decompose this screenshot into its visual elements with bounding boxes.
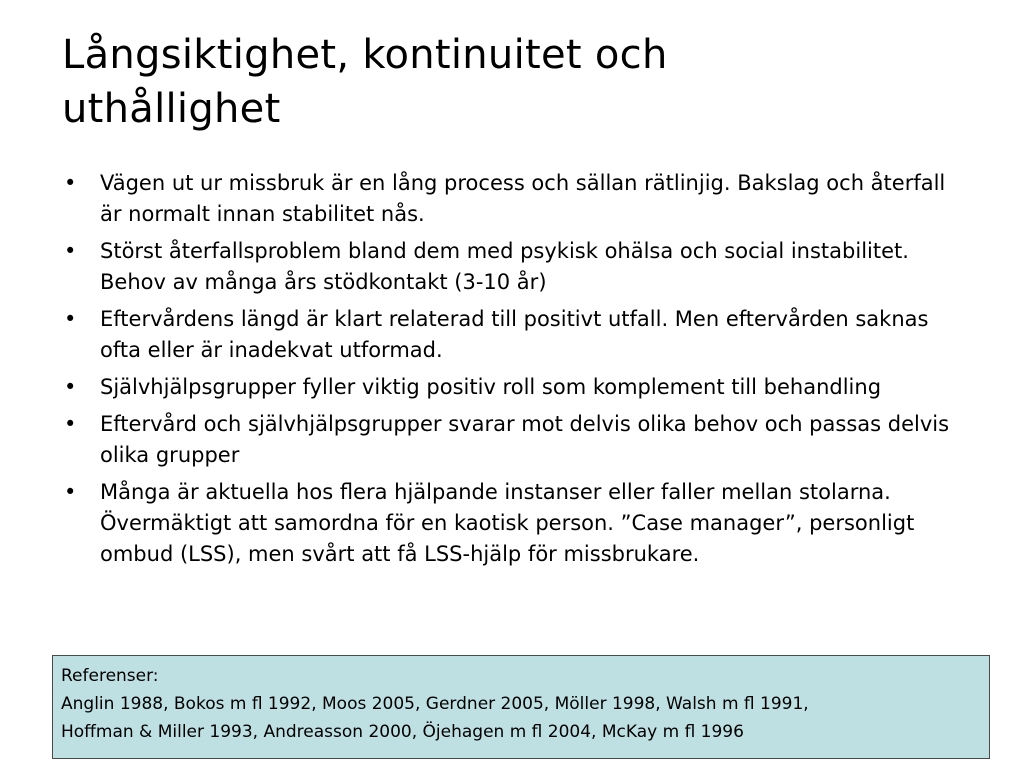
slide-title-line-1: Långsiktighet, kontinuitet och (62, 32, 668, 78)
bullet-item (62, 236, 962, 298)
bullet-item (62, 168, 962, 230)
references-box (52, 655, 990, 759)
bullet-icon: • (64, 412, 77, 436)
bullet-list (62, 168, 962, 576)
bullet-text: Störst återfallsproblem bland dem med psykisk ohälsa och social instabilitet. Behov av många års stödkontakt (3-10 år) (100, 239, 909, 294)
bullet-text: Eftervårdens längd är klart relaterad till positivt utfall. Men eftervården saknas ofta eller är inadekvat utformad. (100, 307, 929, 362)
bullet-icon: • (64, 375, 77, 399)
bullet-item (62, 372, 962, 403)
references-line-2: Hoffman & Miller 1993, Andreasson 2000, Öjehagen m fl 2004, McKay m fl 1996 (61, 722, 744, 742)
bullet-icon: • (64, 480, 77, 504)
references-heading: Referenser: (61, 666, 159, 686)
bullet-icon: • (64, 239, 77, 263)
slide-title-line-2: uthållighet (62, 86, 281, 132)
bullet-item (62, 304, 962, 366)
bullet-text: Många är aktuella hos flera hjälpande instanser eller faller mellan stolarna. Övermäktigt att samordna för en kaotisk person. ”Case manager”, personligt ombud (LSS), men svårt att få LSS-hjälp för missbrukare. (100, 480, 915, 566)
bullet-text: Självhjälpsgrupper fyller viktig positiv roll som komplement till behandling (100, 375, 882, 399)
bullet-icon: • (64, 171, 77, 195)
bullet-text: Eftervård och självhjälpsgrupper svarar mot delvis olika behov och passas delvis olika grupper (100, 412, 950, 467)
bullet-item (62, 477, 962, 570)
bullet-item (62, 409, 962, 471)
references-line-1: Anglin 1988, Bokos m fl 1992, Moos 2005, Gerdner 2005, Möller 1998, Walsh m fl 1991, (61, 694, 809, 714)
bullet-icon: • (64, 307, 77, 331)
bullet-text: Vägen ut ur missbruk är en lång process och sällan rätlinjig. Bakslag och återfall är normalt innan stabilitet nås. (100, 171, 946, 226)
slide-title (62, 28, 962, 136)
